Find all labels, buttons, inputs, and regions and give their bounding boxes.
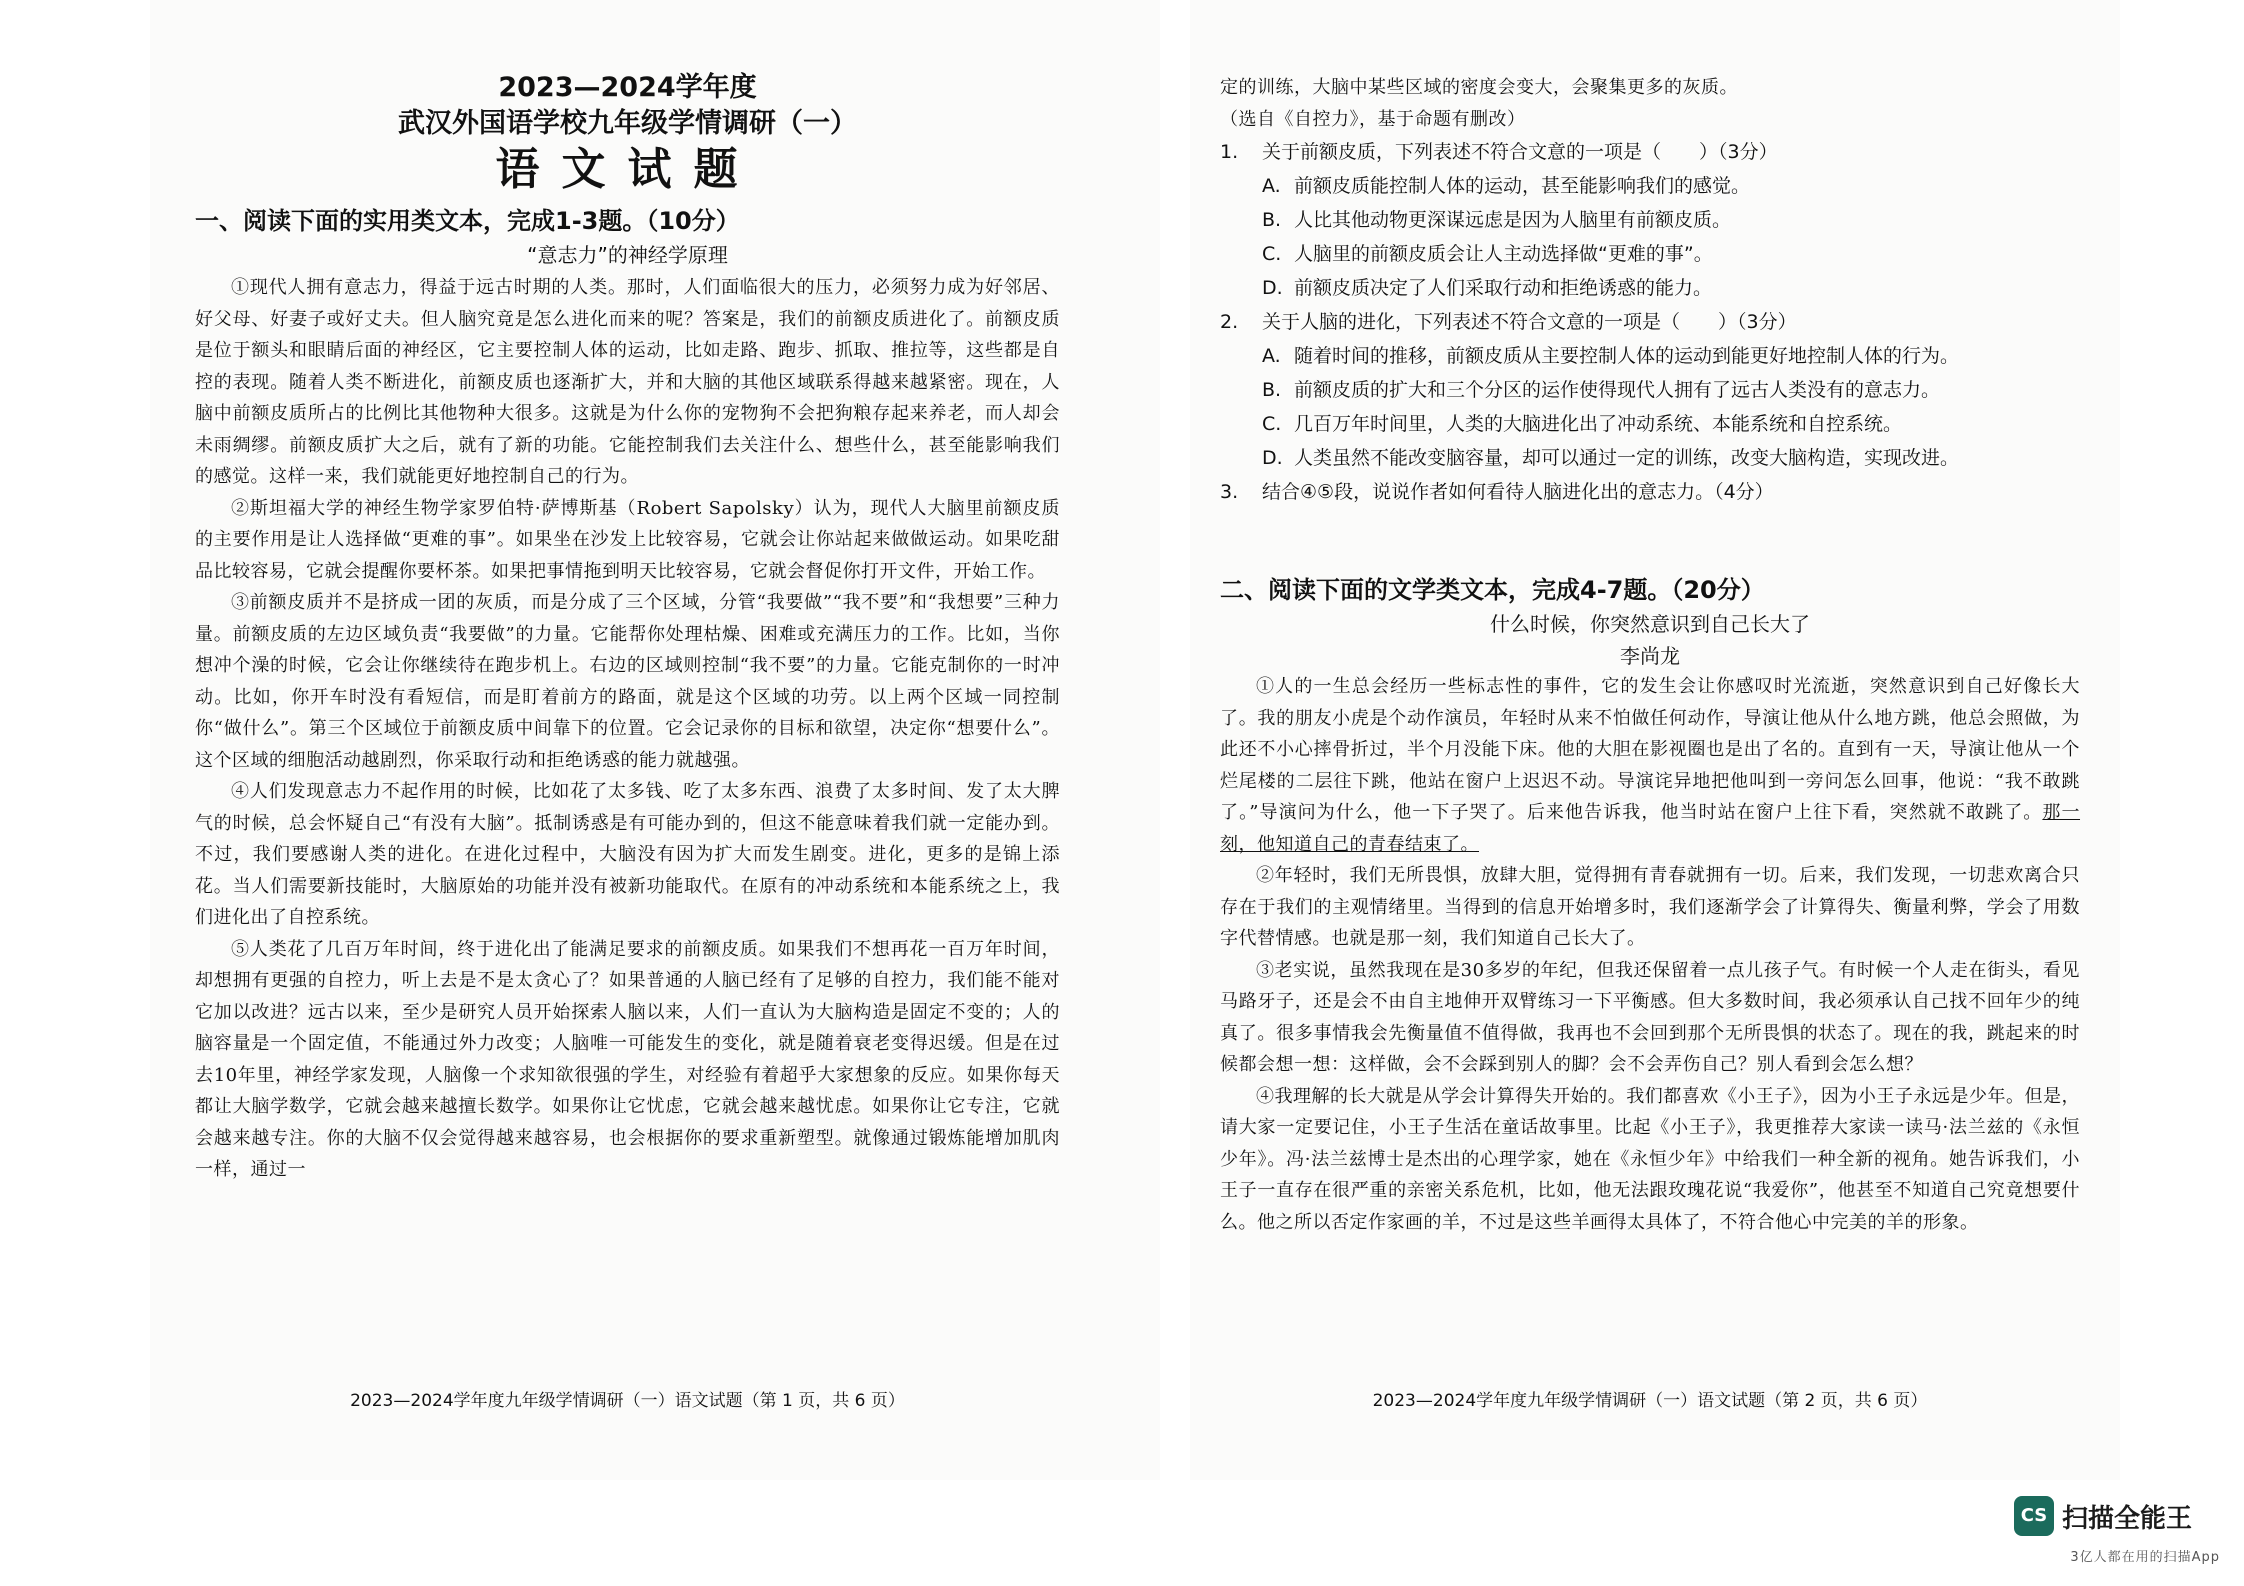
question-3 [1220,475,2080,509]
question-number: 1. [1220,141,1239,163]
option-label: A. [1262,175,1281,197]
question-1-option-d [1262,271,2080,305]
source-note: （选自《自控力》，基于命题有删改） [1220,108,1526,130]
option-label: D. [1262,277,1283,299]
article-1-paragraph-4: ④人们发现意志力不起作用的时候，比如花了太多钱、吃了太多东西、浪费了太多时间、发了太大脾气的时候，总会怀疑自己“有没有大脑”。抵制诱惑是有可能办到的，但这不能意味着我们就一定能办到。不过，我们要感谢人类的进化。在进化过程中，大脑没有因为扩大而发生剧变。进化，更多的是锦上添花。当人们需要新技能时，大脑原始的功能并没有被新功能取代。在原有的冲动系统和本能系统之上，我们进化出了自控系统。 [195,781,1060,928]
option-text: 人类虽然不能改变脑容量，却可以通过一定的训练，改变大脑构造，实现改进。 [1294,447,1960,469]
option-text: 前额皮质能控制人体的运动，甚至能影响我们的感觉。 [1294,175,1751,197]
option-label: C. [1262,413,1282,435]
question-2-option-c [1262,407,2080,441]
option-text: 随着时间的推移，前额皮质从主要控制人体的运动到能更好地控制人体的行为。 [1294,345,1960,367]
article-2-title: 什么时候，你突然意识到自己长大了 [1490,612,1810,636]
section-1-heading: 一、阅读下面的实用类文本，完成1-3题。（10分） [195,207,740,235]
watermark-tagline: 3亿人都在用的扫描App [2070,1550,2220,1565]
option-label: B. [1262,209,1282,231]
question-1 [1220,135,2080,169]
article-2-paragraph-3: ③老实说，虽然我现在是30多岁的年纪，但我还保留着一点儿孩子气。有时候一个人走在街头，看见马路牙子，还是会不由自主地伸开双臂练习一下平衡感。但大多数时间，我必须承认自己找不回年少的纯真了。很多事情我会先衡量值不值得做，我再也不会回到那个无所畏惧的状态了。现在的我，跳起来的时候都会想一想：这样做，会不会踩到别人的脚？会不会弄伤自己？别人看到会怎么想？ [1220,959,2080,1075]
article-1-paragraph-5: ⑤人类花了几百万年时间，终于进化出了能满足要求的前额皮质。如果我们不想再花一百万年时间，却想拥有更强的自控力，听上去是不是太贪心了？如果普通的人脑已经有了足够的自控力，我们能不能对它加以改进？远古以来，至少是研究人员开始探索人脑以来，人们一直认为大脑构造是固定不变的；人的脑容量是一个固定值，不能通过外力改变；人脑唯一可能发生的变化，就是随着衰老变得迟缓。但是在过去10年里，神经学家发现，人脑像一个求知欲很强的学生，对经验有着超乎大家想象的反应。如果你每天都让大脑学数学，它就会越来越擅长数学。如果你让它忧虑，它就会越来越忧虑。如果你让它专注，它就会越来越专注。你的大脑不仅会觉得越来越容易，也会根据你的要求重新塑型。就像通过锻炼能增加肌肉一样，通过一 [195,938,1060,1180]
page-2-footer: 2023—2024学年度九年级学情调研（一）语文试题（第 2 页，共 6 页） [1372,1391,1928,1411]
option-text: 前额皮质决定了人们采取行动和拒绝诱惑的能力。 [1294,277,1713,299]
question-stem: 结合④⑤段，说说作者如何看待人脑进化出的意志力。（4分） [1262,481,1774,503]
answer-space [1220,509,2080,567]
page-2-content [1220,72,2080,1238]
section-2-heading: 二、阅读下面的文学类文本，完成4-7题。（20分） [1220,576,1765,604]
article-1-paragraph-3: ③前额皮质并不是挤成一团的灰质，而是分成了三个区域，分管“我要做”“我不要”和“我想要”三种力量。前额皮质的左边区域负责“我要做”的力量。它能帮你处理枯燥、困难或充满压力的工作。比如，当你想冲个澡的时候，它会让你继续待在跑步机上。右边的区域则控制“我不要”的力量。它能克制你的一时冲动。比如，你开车时没有看短信，而是盯着前方的路面，就是这个区域的功劳。以上两个区域一同控制你“做什么”。第三个区域位于前额皮质中间靠下的位置。它会记录你的目标和欲望，决定你“想要什么”。这个区域的细胞活动越剧烈，你采取行动和拒绝诱惑的能力就越强。 [195,592,1060,771]
question-1-option-b [1262,203,2080,237]
option-text: 人比其他动物更深谋远虑是因为人脑里有前额皮质。 [1294,209,1732,231]
article-1-paragraph-5-continued: 定的训练，大脑中某些区域的密度会变大，会聚集更多的灰质。 [1220,77,1738,98]
question-2-option-a [1262,339,2080,373]
scanner-watermark [2014,1494,2224,1574]
question-stem: 关于前额皮质，下列表述不符合文意的一项是（ ）（3分） [1262,141,1778,163]
question-number: 3. [1220,481,1239,503]
page-1-content [195,70,1060,1186]
option-text: 几百万年时间里，人类的大脑进化出了冲动系统、本能系统和自控系统。 [1294,413,1903,435]
question-2 [1220,305,2080,339]
question-1-option-c [1262,237,2080,271]
watermark-name: 扫描全能王 [2062,1504,2193,1534]
question-2-option-d [1262,441,2080,475]
camscanner-logo-icon: CS [2014,1496,2054,1536]
article-2-paragraph-4: ④我理解的长大就是从学会计算得失开始的。我们都喜欢《小王子》，因为小王子永远是少年。但是，请大家一定要记住，小王子生活在童话故事里。比起《小王子》，我更推荐大家读一读马·法兰兹的《永恒少年》。冯·法兰兹博士是杰出的心理学家，她在《永恒少年》中给我们一种全新的视角。她告诉我们，小王子一直存在很严重的亲密关系危机，比如，他无法跟玫瑰花说“我爱你”，他甚至不知道自己究竟想要什么。他之所以否定作家画的羊，不过是这些羊画得太具体了，不符合他心中完美的羊的形象。 [1220,1085,2080,1233]
page-1-footer: 2023—2024学年度九年级学情调研（一）语文试题（第 1 页，共 6 页） [350,1391,905,1411]
underlined-sentence: 那一刻，他知道自己的青春结束了。 [1220,802,2081,855]
option-text: 前额皮质的扩大和三个分区的运作使得现代人拥有了远古人类没有的意志力。 [1294,379,1941,401]
article-2-author: 李尚龙 [1620,644,1680,668]
option-label: B. [1262,379,1282,401]
header-year: 2023—2024学年度 [498,72,757,103]
option-label: C. [1262,243,1282,265]
page-title: 语文试题 [495,144,760,195]
question-1-option-a [1262,169,2080,203]
article-2-paragraph-1 [1220,671,2080,860]
question-2-option-b [1262,373,2080,407]
article-1-title: “意志力”的神经学原理 [527,243,728,267]
option-label: D. [1262,447,1283,469]
paragraph-text: ①人的一生总会经历一些标志性的事件，它的发生会让你感叹时光流逝，突然意识到自己好像长大了。我的朋友小虎是个动作演员，年轻时从来不怕做任何动作，导演让他从什么地方跳，他总会照做，为此还不小心摔骨折过，半个月没能下床。他的大胆在影视圈也是出了名的。直到有一天，导演让他从一个烂尾楼的二层往下跳，他站在窗户上迟迟不动。导演诧异地把他叫到一旁问怎么回事，他说：“我不敢跳了。”导演问为什么，他一下子哭了。后来他告诉我，他当时站在窗户上往下看，突然就不敢跳了。 [1220,676,2080,823]
option-text: 人脑里的前额皮质会让人主动选择做“更难的事”。 [1294,243,1713,265]
question-number: 2. [1220,311,1239,333]
option-label: A. [1262,345,1281,367]
article-1-paragraph-1: ①现代人拥有意志力，得益于远古时期的人类。那时，人们面临很大的压力，必须努力成为好邻居、好父母、好妻子或好丈夫。但人脑究竟是怎么进化而来的呢？答案是，我们的前额皮质进化了。前额皮质是位于额头和眼睛后面的神经区，它主要控制人体的运动，比如走路、跑步、抓取、推拉等，这些都是自控的表现。随着人类不断进化，前额皮质也逐渐扩大，并和大脑的其他区域联系得越来越紧密。现在，人脑中前额皮质所占的比例比其他物种大很多。这就是为什么你的宠物狗不会把狗粮存起来养老，而人却会未雨绸缪。前额皮质扩大之后，就有了新的功能。它能控制我们去关注什么、想些什么，甚至能影响我们的感觉。这样一来，我们就能更好地控制自己的行为。 [195,277,1060,487]
article-2-paragraph-2: ②年轻时，我们无所畏惧，放肆大胆，觉得拥有青春就拥有一切。后来，我们发现，一切悲欢离合只存在于我们的主观情绪里。当得到的信息开始增多时，我们逐渐学会了计算得失、衡量利弊，学会了用数字代替情感。也就是那一刻，我们知道自己长大了。 [1220,865,2080,949]
question-stem: 关于人脑的进化，下列表述不符合文意的一项是（ ）（3分） [1262,311,1797,333]
header-school: 武汉外国语学校九年级学情调研（一） [398,108,857,139]
article-1-paragraph-2: ②斯坦福大学的神经生物学家罗伯特·萨博斯基（Robert Sapolsky）认为，现代人大脑里前额皮质的主要作用是让人选择做“更难的事”。如果坐在沙发上比较容易，它就会让你站起来做做运动。如果吃甜品比较容易，它就会提醒你要杯茶。如果把事情拖到明天比较容易，它就会督促你打开文件，开始工作。 [195,497,1060,582]
